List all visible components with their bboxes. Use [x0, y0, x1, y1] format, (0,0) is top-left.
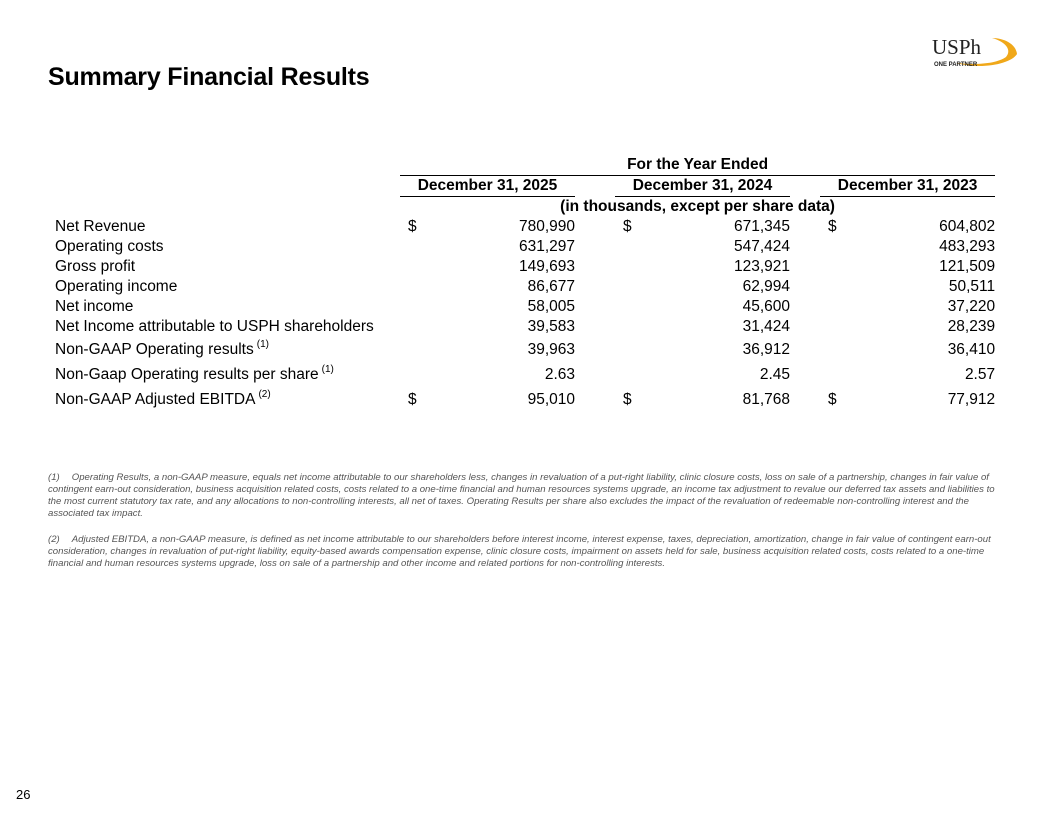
footnote-text: Adjusted EBITDA, a non-GAAP measure, is defined as net income attributable to our shareholders before interest income, interest expense, taxes, depreciation, amortization, change in fair value of contingent earn-out consideration, changes in revaluation of put-right liability, equity-based awards compensation expense, clinic closure costs, impairment on assets held for sale, business acquisition related costs, costs related to a one-time financial and human resources systems upgrade, loss on sale of a partnership and other income and related portions for non-controlling interests. — [48, 534, 991, 569]
units-row — [55, 197, 995, 218]
column-gap — [575, 337, 615, 362]
year-header-2023: December 31, 2023 — [820, 176, 995, 197]
cell-value: 604,802 — [939, 218, 996, 235]
currency-symbol — [400, 297, 425, 317]
cell-value: 39,963 — [527, 341, 575, 358]
cell-value: 483,293 — [939, 238, 996, 255]
currency-symbol — [400, 277, 425, 297]
cell-value: 36,912 — [742, 341, 790, 358]
cell-value: 39,583 — [527, 318, 575, 335]
column-gap — [575, 257, 615, 277]
column-gap — [790, 362, 820, 387]
cell-value: 86,677 — [527, 278, 575, 295]
column-gap — [790, 237, 820, 257]
row-label-text: Operating income — [55, 278, 178, 295]
cell-value: 2.57 — [964, 366, 996, 383]
financial-results-table — [55, 155, 995, 412]
cell-value: 62,994 — [742, 278, 790, 295]
column-gap — [790, 317, 820, 337]
currency-symbol: $ — [828, 218, 837, 235]
row-label-text: Non-GAAP Adjusted EBITDA — [55, 391, 256, 408]
cell-value: 45,600 — [742, 298, 790, 315]
logo-tagline: ONE PARTNER — [934, 62, 978, 68]
period-header: For the Year Ended — [400, 155, 995, 176]
cell-value: 121,509 — [939, 258, 996, 275]
cell-value: 149,693 — [518, 258, 575, 275]
currency-symbol — [400, 337, 425, 362]
currency-symbol: $ — [623, 391, 632, 408]
currency-symbol — [400, 237, 425, 257]
column-gap — [790, 257, 820, 277]
row-label — [55, 337, 400, 362]
currency-symbol — [615, 277, 640, 297]
logo-text: USPh — [932, 35, 982, 59]
table-row — [55, 237, 995, 257]
currency-symbol — [615, 297, 640, 317]
cell-value: 50,511 — [948, 278, 996, 295]
column-gap — [790, 297, 820, 317]
cell-value: 2.63 — [544, 366, 575, 383]
cell-value: 58,005 — [527, 298, 575, 315]
year-header-row — [55, 176, 995, 197]
cell-value: 31,424 — [742, 318, 790, 335]
currency-symbol: $ — [408, 391, 417, 408]
units-note: (in thousands, except per share data) — [560, 198, 835, 215]
table-row — [55, 297, 995, 317]
currency-symbol — [820, 297, 845, 317]
currency-symbol — [820, 277, 845, 297]
row-label — [55, 317, 400, 337]
company-logo — [926, 30, 1022, 74]
row-label — [55, 362, 400, 387]
currency-symbol — [400, 317, 425, 337]
footnote-text: Operating Results, a non-GAAP measure, equals net income attributable to our shareholders less, changes in revaluation of a put-right liability, clinic closure costs, loss on sale of a partnership, changes in fair value of contingent earn-out consideration, business acquisition related costs, costs related to a one-time financial and human resources systems upgrade, an income tax adjustment to revalue our deferred tax assets and liabilities to the most current statutory tax rate, and any allocations to non-controlling interests, all net of taxes. Operating Results per share also excludes the impact of the revaluation of redeemable non-controlling interest and the associated tax impact. — [48, 472, 995, 519]
currency-symbol — [820, 317, 845, 337]
table-row — [55, 387, 995, 412]
page-number: 26 — [16, 787, 31, 802]
currency-symbol: $ — [623, 218, 632, 235]
row-label-text: Net Income attributable to USPH shareholders — [55, 318, 374, 335]
cell-value: 28,239 — [947, 318, 996, 335]
currency-symbol — [820, 257, 845, 277]
table-row — [55, 337, 995, 362]
currency-symbol — [820, 337, 845, 362]
currency-symbol — [400, 257, 425, 277]
column-gap — [575, 387, 615, 412]
column-gap — [575, 277, 615, 297]
currency-symbol — [615, 337, 640, 362]
cell-value: 77,912 — [947, 391, 996, 408]
row-label-text: Net Revenue — [55, 218, 146, 235]
row-label-text: Operating costs — [55, 238, 164, 255]
footnotes — [48, 472, 998, 584]
currency-symbol — [820, 237, 845, 257]
table-row — [55, 362, 995, 387]
row-label — [55, 217, 400, 237]
currency-symbol: $ — [828, 391, 837, 408]
column-gap — [575, 317, 615, 337]
currency-symbol — [615, 362, 640, 387]
footnote-ref: (2) — [258, 389, 271, 400]
currency-symbol — [400, 362, 425, 387]
row-label — [55, 277, 400, 297]
row-label-text: Non-Gaap Operating results per share — [55, 366, 319, 383]
column-gap — [790, 337, 820, 362]
row-label — [55, 297, 400, 317]
footnote-1 — [48, 472, 998, 520]
cell-value: 2.45 — [759, 366, 790, 383]
column-gap — [790, 387, 820, 412]
currency-symbol — [615, 237, 640, 257]
cell-value: 37,220 — [947, 298, 996, 315]
column-gap — [575, 237, 615, 257]
table-body — [55, 217, 995, 412]
column-gap — [790, 277, 820, 297]
row-label — [55, 387, 400, 412]
footnote-number: (1) — [48, 472, 60, 483]
row-label-text: Net income — [55, 298, 134, 315]
currency-symbol — [615, 257, 640, 277]
cell-value: 780,990 — [518, 218, 575, 235]
column-gap — [575, 217, 615, 237]
currency-symbol — [615, 317, 640, 337]
row-label-text: Gross profit — [55, 258, 136, 275]
table-row — [55, 277, 995, 297]
footnote-ref: (1) — [256, 339, 269, 350]
table-row — [55, 257, 995, 277]
period-header-row — [55, 155, 995, 176]
usph-logo-icon — [926, 30, 1022, 74]
table-row — [55, 217, 995, 237]
page-title: Summary Financial Results — [48, 63, 370, 91]
year-header-2025: December 31, 2025 — [400, 176, 575, 197]
currency-symbol: $ — [408, 218, 417, 235]
cell-value: 547,424 — [733, 238, 790, 255]
column-gap — [575, 362, 615, 387]
table-row — [55, 317, 995, 337]
cell-value: 95,010 — [527, 391, 575, 408]
cell-value: 81,768 — [742, 391, 790, 408]
cell-value: 671,345 — [733, 218, 790, 235]
row-label-text: Non-GAAP Operating results — [55, 341, 254, 358]
row-label — [55, 237, 400, 257]
cell-value: 123,921 — [733, 258, 790, 275]
cell-value: 631,297 — [518, 238, 575, 255]
footnote-number: (2) — [48, 534, 60, 545]
row-label — [55, 257, 400, 277]
currency-symbol — [820, 362, 845, 387]
footnote-2 — [48, 534, 998, 570]
year-header-2024: December 31, 2024 — [615, 176, 790, 197]
column-gap — [790, 217, 820, 237]
column-gap — [575, 297, 615, 317]
footnote-ref: (1) — [321, 364, 334, 375]
cell-value: 36,410 — [947, 341, 996, 358]
